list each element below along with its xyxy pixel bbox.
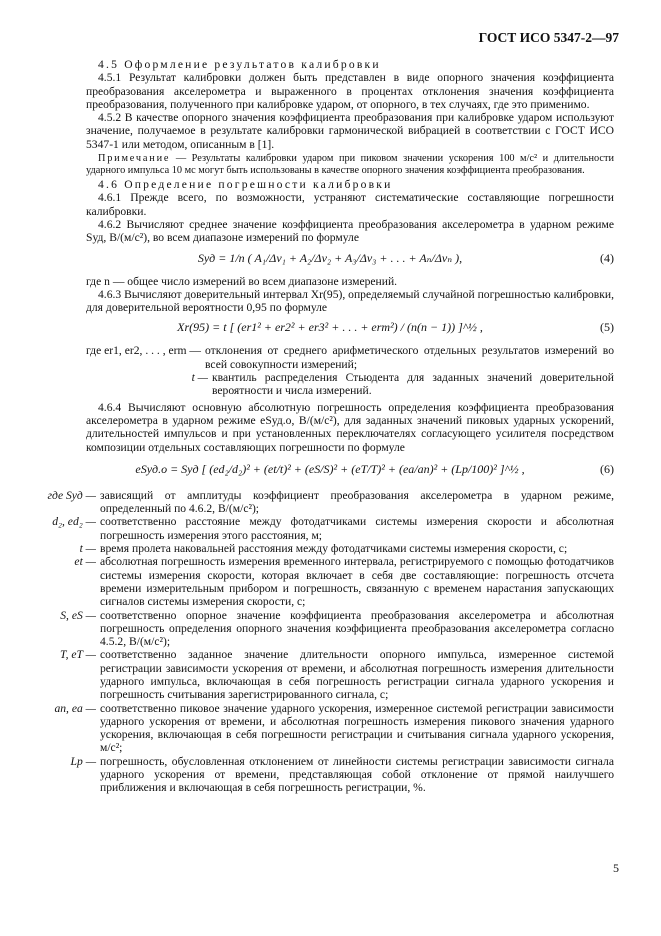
paragraph-4-6-4: 4.6.4 Вычисляют основную абсолютную погрешность определения коэффициента преобразования акселерометра в ударном режиме eSуд.о, В/(м/с²), для заданных значений пиковых ударных ускорений, длительностей импульсов и при установленных переключателях согласующего усилителя посредством композиции отдельных составляющих погрешности по формуле: [86, 400, 614, 454]
formula-4-number: (4): [600, 250, 614, 265]
body-text: [47, 58, 614, 795]
definition-item: [54, 701, 614, 755]
paragraph-4-6-1: 4.6.1 Прежде всего, по возможности, устраняют систематические составляющие погрешности калибровки.: [86, 191, 614, 218]
definition-item: [70, 754, 614, 795]
definition-text: соответственно расстояние между фотодатчиками системы измерения скорости и абсолютная погрешность измерения этого расстояния, м;: [100, 515, 614, 542]
paragraph-4-5-1: 4.5.1 Результат калибровки должен быть представлен в виде опорного значения коэффициента преобразования акселерометра и выраженного в процентах отклонения значения коэффициента преобразования, полученного при калибровке ударом, от опорного, в тех случаях, где это применимо.: [86, 71, 614, 111]
page-number: 5: [613, 861, 619, 875]
definition-symbol: d₂, ed₂ —: [52, 515, 96, 529]
definition-symbol: где Sуд —: [47, 488, 96, 502]
definition-t-text: квантиль распределения Стьюдента для заданных значений доверительной вероятности и числа измерений.: [212, 371, 614, 398]
definition-t-student: [86, 371, 614, 398]
section-4-6-title: 4.6 Определение погрешности калибровки: [98, 178, 393, 192]
paragraph-4-6-2-where: где n — общее число измерений во всем диапазоне измерений.: [86, 274, 398, 288]
definition-t-symbol: t —: [191, 371, 208, 385]
definition-text: соответственно опорное значение коэффициента преобразования акселерометра и абсолютная погрешность определения опорного значения коэффициента преобразования акселерометра согласно 4.5.2, В/(м/с²);: [100, 608, 614, 649]
definition-item: [74, 555, 614, 609]
definition-text: соответственно пиковое значение ударного ускорения, измеренное системой регистрации зависимости ударного ускорения от времени, и абсолютная погрешность измерения пикового значения ударного ускорения, включающая в себя погрешности регистрации и считывания сигнала ударного ускорения, м/с²;: [100, 701, 614, 755]
formula-4-expression: Sуд = 1/n ( A₁/Δv₁ + A₂/Δv₂ + A₃/Δv₃ + . . . + Aₙ/Δvₙ ),: [197, 250, 463, 265]
definition-item: [60, 608, 614, 649]
section-4-5-title: 4.5 Оформление результатов калибровки: [98, 58, 381, 71]
definition-er: [86, 344, 614, 371]
definition-er-symbol: где er1, er2, . . . , erm —: [86, 344, 202, 358]
formula-5-expression: Xr(95) = t [ (er1² + er2² + er3² + . . . + erm²) / (n(n − 1)) ]^½ ,: [177, 320, 483, 335]
definition-item: [79, 542, 614, 556]
definition-symbol: T, eT —: [60, 648, 96, 662]
formula-5: [86, 314, 614, 344]
definition-text: соответственно заданное значение длительности опорного импульса, измеренное системой регистрации зависимости ускорения от времени, и абсолютная погрешность измерения длительности ударного импульса, включающая в себя погрешность регистрации сигнала ударного ускорения и погрешность считывания зарегистрированного сигнала, с;: [100, 648, 614, 702]
formula-5-number: (5): [600, 320, 614, 335]
definition-text: абсолютная погрешность измерения временного интервала, регистрируемого с помощью фотодатчиков системы измерения скорости, которая включает в себя две составляющие: погрешность отсчета времени измерительным прибором и погрешность, связанную с временем нарастания запускающих сигналов системы измерения скорости, с;: [100, 555, 614, 609]
definitions-list: [47, 488, 614, 795]
definition-text: зависящий от амплитуды коэффициент преобразования акселерометра в ударном режиме, определенный по 4.6.2, В/(м/с²);: [100, 488, 614, 516]
definition-symbol: t —: [79, 542, 96, 556]
formula-6: [86, 454, 614, 488]
formula-6-expression: eSуд.о = Sуд [ (ed₂/d₂)² + (et/t)² + (eS/S)² + (eT/T)² + (ea/aп)² + (Lр/100)² ]^½ ,: [135, 461, 525, 476]
note-text: — Результаты калибровки ударом при пиковом значении ускорения 100 м/с² и длительности ударного импульса 10 мс могут быть использованы в качестве опорного значения коэффициента преобразования.: [86, 153, 614, 177]
definition-symbol: aп, ea —: [54, 701, 96, 715]
formula-4: [86, 245, 614, 275]
paragraph-4-6-3: 4.6.3 Вычисляют доверительный интервал Xr(95), определяемый случайной погрешностью калибровки, для доверительной вероятности 0,95 по формуле: [86, 287, 614, 315]
definition-symbol: et —: [74, 555, 96, 569]
definition-er-text: отклонения от среднего арифметического отдельных результатов измерений во всей совокупности измерений;: [205, 344, 614, 371]
paragraph-4-5-2: 4.5.2 В качестве опорного значения коэффициента преобразования при калибровке ударом используют значение, получаемое в результате калибровки гармонической вибрацией в соответствии с ГОСТ ИСО 5347-1 или методом, описанным в [1].: [86, 111, 614, 151]
definition-text: погрешность, обусловленная отклонением от линейности системы регистрации зависимости сигнала ударного ускорения от времени, представляющая собой отклонение от прямой наилучшего приближения и включающая в себя погрешность регистрации, %.: [100, 754, 614, 795]
paragraph-4-6-2: 4.6.2 Вычисляют среднее значение коэффициента преобразования акселерометра в ударном режиме Sуд, В/(м/с²), во всем диапазоне измерений по формуле: [86, 217, 614, 245]
formula-6-number: (6): [600, 461, 614, 476]
definition-item: [60, 648, 614, 702]
definition-item: [52, 515, 614, 542]
definition-item: [47, 488, 614, 516]
note-label: Примечание: [98, 153, 171, 165]
definition-symbol: S, eS —: [60, 608, 96, 622]
note: [86, 153, 614, 177]
standard-header: ГОСТ ИСО 5347-2—97: [478, 30, 619, 45]
definition-text: время пролета наковальней расстояния между фотодатчиками системы измерения скорости, с;: [100, 542, 568, 556]
definition-symbol: Lр —: [70, 754, 96, 768]
